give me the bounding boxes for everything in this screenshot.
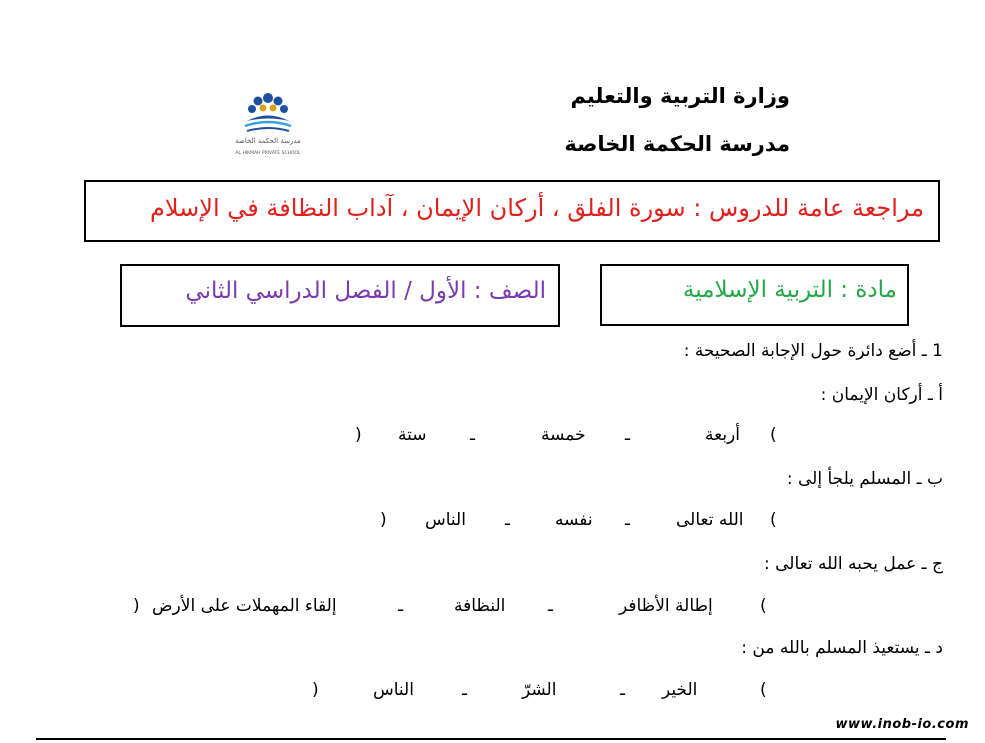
school-logo-icon [233, 88, 303, 160]
item-c-sep-1: ـ [548, 596, 553, 616]
item-a-sep-1: ـ [625, 425, 630, 445]
footer-divider [36, 738, 946, 740]
item-d-close: ) [312, 680, 319, 700]
school-logo [233, 88, 303, 160]
review-title: مراجعة عامة للدروس : سورة الفلق ، أركان الإيمان ، آداب النظافة في الإسلام [149, 194, 924, 222]
review-title-box [84, 180, 940, 242]
logo-caption-en: AL HIKMAH PRIVATE SCHOOL [235, 151, 301, 156]
item-c-option-3[interactable]: إلقاء المهملات على الأرض [152, 596, 337, 616]
item-b-option-1[interactable]: الله تعالى [676, 510, 744, 530]
item-d-prompt: د ـ يستعيذ المسلم بالله من : [741, 638, 943, 658]
subject-label: مادة : التربية الإسلامية [682, 277, 897, 303]
class-label: الصف : الأول / الفصل الدراسي الثاني [185, 278, 546, 304]
item-b-prompt: ب ـ المسلم يلجأ إلى : [786, 469, 943, 489]
item-a-prompt: أ ـ أركان الإيمان : [820, 385, 943, 405]
ministry-title: وزارة التربية والتعليم [570, 84, 790, 108]
item-b-sep-2: ـ [505, 510, 510, 530]
item-c-close: ) [133, 596, 140, 616]
item-b-close: ) [380, 510, 387, 530]
item-d-option-3[interactable]: الناس [373, 680, 414, 700]
item-a-option-3[interactable]: ستة [398, 425, 427, 445]
item-b-option-2[interactable]: نفسه [555, 510, 593, 530]
item-b-option-3[interactable]: الناس [425, 510, 466, 530]
item-c-open: ( [760, 596, 767, 616]
item-c-sep-2: ـ [398, 596, 403, 616]
item-d-sep-2: ـ [462, 680, 467, 700]
item-a-open: ( [770, 425, 777, 445]
item-c-prompt: ج ـ عمل يحبه الله تعالى : [763, 554, 943, 574]
item-a-option-1[interactable]: أربعة [705, 425, 740, 445]
item-d-sep-1: ـ [620, 680, 625, 700]
item-c-option-1[interactable]: إطالة الأظافر [619, 596, 713, 616]
item-a-sep-2: ـ [470, 425, 475, 445]
item-a-option-2[interactable]: خمسة [541, 425, 586, 445]
item-b-sep-1: ـ [625, 510, 630, 530]
footer-url[interactable]: www.inob-io.com [835, 717, 969, 732]
item-d-open: ( [760, 680, 767, 700]
item-d-option-2[interactable]: الشرّ [522, 680, 557, 700]
item-b-open: ( [770, 510, 777, 530]
question-title: 1 ـ أضع دائرة حول الإجابة الصحيحة : [683, 341, 943, 361]
item-d-option-1[interactable]: الخير [662, 680, 698, 700]
item-a-close: ) [355, 425, 362, 445]
class-box [120, 264, 560, 327]
subject-box [600, 264, 909, 326]
school-name: مدرسة الحكمة الخاصة [564, 132, 790, 156]
logo-caption-ar: مدرسة الحكمة الخاصة [235, 137, 301, 145]
item-c-option-2[interactable]: النظافة [454, 596, 506, 616]
